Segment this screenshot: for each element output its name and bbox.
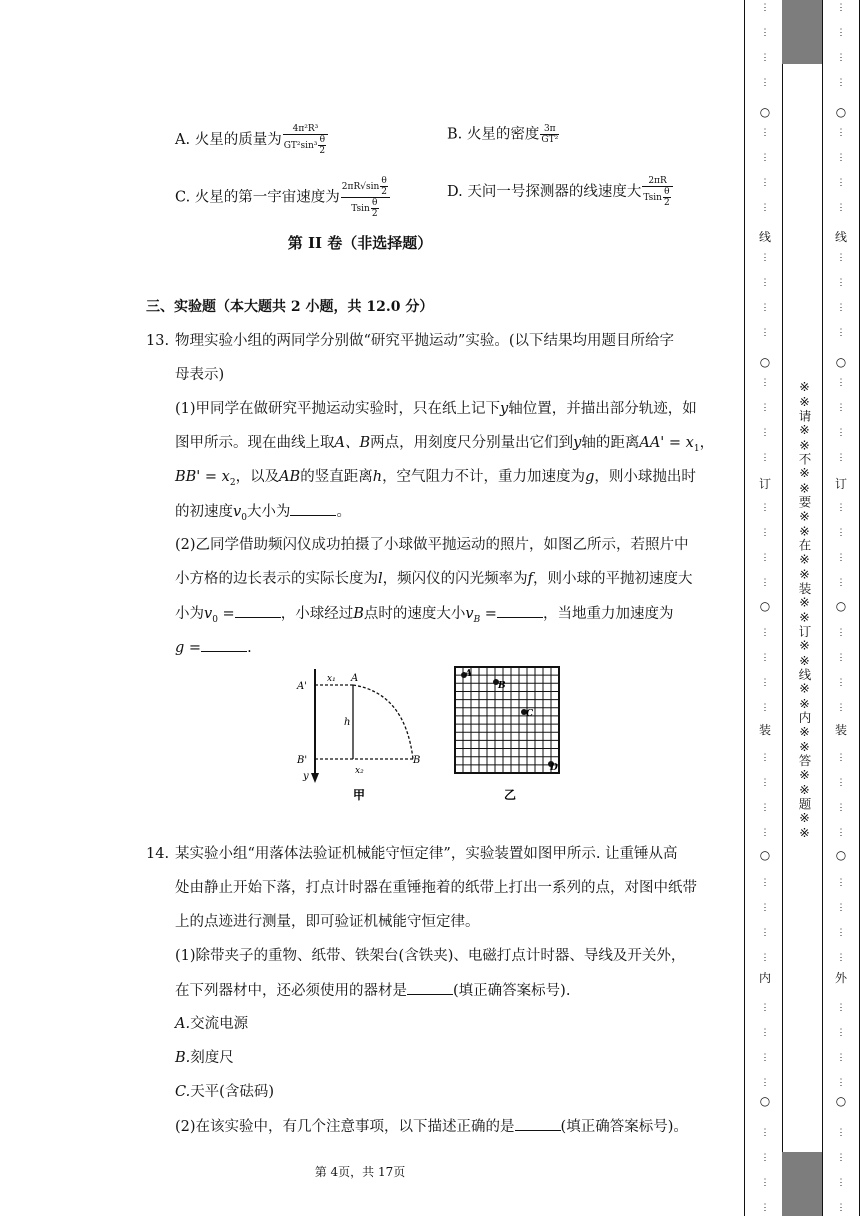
q13-line: $BB' = x_2$，以及AB的竖直距离h，空气阻力不计，重力加速度为g，则小球抛出时: [175, 469, 696, 488]
binding-dots: ⋮: [760, 703, 770, 713]
q13-line: 小为$v_0$ = ，小球经过B点时的速度大小$v_B$ = ，当地重力加速度为: [175, 603, 673, 630]
binding-dots: ⋮: [836, 28, 846, 38]
binding-dots: ⋮: [836, 703, 846, 713]
option-b: B. 火星的密度 $\frac{3\pi}{\text{GT²}}$: [447, 124, 559, 145]
binding-dots: ⋮: [760, 928, 770, 938]
q14-option-c: C.天平(含砝码): [175, 1084, 275, 1100]
binding-dots: ⋮: [836, 78, 846, 88]
answer-blank: [407, 980, 453, 995]
binding-dots: ⋮: [836, 178, 846, 188]
binding-dots: ⋮: [836, 828, 846, 838]
binding-dots: ⋮: [836, 128, 846, 138]
binding-dots: ⋮: [836, 928, 846, 938]
q14-number: 14.: [146, 846, 170, 862]
binding-dots: ⋮: [836, 1153, 846, 1163]
binding-dots: ⋮: [836, 53, 846, 63]
binding-gray-block: [782, 1152, 822, 1216]
binding-dots: ⋮: [836, 378, 846, 388]
q14-option-b: B.刻度尺: [175, 1050, 234, 1066]
binding-circle: ○: [759, 105, 771, 119]
binding-label: 线: [834, 230, 847, 244]
binding-dots: ⋮: [760, 553, 770, 563]
binding-label: 订: [758, 477, 771, 491]
binding-dots: ⋮: [760, 1203, 770, 1213]
q14-option-a: A.交流电源: [175, 1016, 249, 1032]
binding-dots: ⋮: [836, 3, 846, 13]
binding-dots: ⋮: [760, 278, 770, 288]
binding-dots: ⋮: [836, 778, 846, 788]
binding-dots: ⋮: [760, 653, 770, 663]
q14-line: 在下列器材中，还必须使用的器材是 (填正确答案标号).: [175, 980, 570, 1001]
q13-line: (1)甲同学在做研究平抛运动实验时，只在纸上记下y轴位置，并描出部分轨迹，如: [175, 401, 697, 417]
binding-dots: ⋮: [760, 203, 770, 213]
binding-dots: ⋮: [836, 428, 846, 438]
binding-warning: ※※请※※不※※要※※在※※装※※订※※线※※内※※答※※题※※: [797, 379, 812, 841]
label-a: A: [351, 673, 359, 684]
q14-line: 上的点迹进行测量，即可验证机械能守恒定律。: [175, 914, 480, 930]
binding-dots: ⋮: [760, 453, 770, 463]
binding-dots: ⋮: [760, 803, 770, 813]
binding-dots: ⋮: [836, 453, 846, 463]
binding-dots: ⋮: [760, 1128, 770, 1138]
q13-number: 13.: [146, 333, 170, 349]
option-a: A. 火星的质量为 4π²R³ GT²sin³ $\frac{\theta}{2}$: [175, 124, 329, 156]
label-b: B: [413, 755, 421, 766]
binding-circle: ○: [835, 355, 847, 369]
label-x1: x₁: [327, 674, 336, 684]
binding-label: 内: [758, 971, 771, 985]
q13-line: 小方格的边长表示的实际长度为l，频闪仪的闪光频率为f，则小球的平抛初速度大: [175, 571, 693, 587]
binding-circle: ○: [759, 1094, 771, 1108]
answer-blank: [201, 637, 247, 652]
page-footer: 第 4页，共 17页: [314, 1165, 406, 1179]
binding-dots: ⋮: [836, 878, 846, 888]
binding-dots: ⋮: [836, 528, 846, 538]
binding-dots: ⋮: [836, 628, 846, 638]
q13-line: 物理实验小组的两同学分别做“研究平抛运动”实验。(以下结果均用题目所给字: [175, 333, 674, 349]
caption-yi: 乙: [504, 788, 517, 802]
q14-line: (2)在该实验中，有几个注意事项，以下描述正确的是 (填正确答案标号)。: [175, 1116, 688, 1137]
figure-yi: [450, 664, 565, 806]
binding-circle: ○: [759, 848, 771, 862]
q14-line: (1)除带夹子的重物、纸带、铁架台(含铁夹)、电磁打点计时器、导线及开关外，: [175, 948, 686, 964]
binding-dots: ⋮: [760, 128, 770, 138]
label-b: B: [498, 681, 506, 691]
binding-column-inner: [746, 0, 784, 1216]
binding-dots: ⋮: [836, 278, 846, 288]
answer-blank: [235, 603, 281, 618]
q13-line: g = .: [175, 637, 252, 658]
binding-dots: ⋮: [760, 428, 770, 438]
binding-dots: ⋮: [760, 778, 770, 788]
binding-dots: ⋮: [760, 903, 770, 913]
binding-dots: ⋮: [760, 153, 770, 163]
binding-dots: ⋮: [760, 178, 770, 188]
label-x2: x₂: [355, 766, 364, 776]
q13-line: 的初速度$v_0$大小为 。: [175, 501, 351, 528]
binding-dots: ⋮: [836, 953, 846, 963]
binding-dots: ⋮: [760, 78, 770, 88]
option-d: D. 天问一号探测器的线速度大 2πR Tsin $\frac{\theta}{2}$: [447, 176, 674, 208]
binding-label: 订: [834, 477, 847, 491]
fraction: 2πR Tsin $\frac{\theta}{2}$: [642, 176, 672, 208]
binding-dots: ⋮: [836, 1053, 846, 1063]
q13-line: (2)乙同学借助频闪仪成功拍摄了小球做平抛运动的照片，如图乙所示，若照片中: [175, 537, 689, 553]
binding-circle: ○: [759, 599, 771, 613]
binding-dots: ⋮: [760, 1053, 770, 1063]
label-a-prime: A': [297, 681, 307, 692]
binding-circle: ○: [759, 355, 771, 369]
binding-dots: ⋮: [836, 753, 846, 763]
binding-label: 装: [758, 723, 771, 737]
binding-dots: ⋮: [836, 678, 846, 688]
answer-blank: [497, 603, 543, 618]
binding-dots: ⋮: [760, 378, 770, 388]
fraction: 2πR√sin $\frac{\theta}{2}$ Tsin $\frac{\theta}{2}$: [341, 176, 390, 219]
figure-jia: [295, 665, 435, 805]
binding-dots: ⋮: [760, 578, 770, 588]
binding-dots: ⋮: [836, 1003, 846, 1013]
binding-dots: ⋮: [760, 328, 770, 338]
binding-dots: ⋮: [836, 803, 846, 813]
binding-dots: ⋮: [836, 253, 846, 263]
binding-gray-block: [782, 0, 822, 64]
q13-line: 母表示): [175, 367, 225, 383]
binding-label: 外: [834, 971, 847, 985]
label-b-prime: B': [297, 755, 308, 766]
binding-dots: ⋮: [836, 553, 846, 563]
caption-jia: 甲: [353, 788, 366, 802]
binding-column-outer: [822, 0, 860, 1216]
binding-label: 装: [834, 723, 847, 737]
binding-dots: ⋮: [760, 528, 770, 538]
option-c: C. 火星的第一宇宙速度为 2πR√sin $\frac{\theta}{2}$ Tsin $\frac{\theta}{2}$: [175, 176, 391, 219]
part2-title: 第 II 卷（非选择题）: [287, 234, 433, 252]
label-h: h: [344, 717, 351, 728]
binding-border: [744, 0, 745, 1216]
binding-dots: ⋮: [760, 828, 770, 838]
label-c: C: [526, 709, 534, 719]
binding-dots: ⋮: [760, 303, 770, 313]
binding-circle: ○: [835, 105, 847, 119]
binding-circle: ○: [835, 1094, 847, 1108]
binding-dots: ⋮: [836, 1028, 846, 1038]
binding-dots: ⋮: [836, 303, 846, 313]
binding-dots: ⋮: [836, 578, 846, 588]
binding-dots: ⋮: [760, 1078, 770, 1088]
binding-dots: ⋮: [760, 878, 770, 888]
q14-line: 某实验小组“用落体法验证机械能守恒定律”，实验装置如图甲所示. 让重锤从高: [175, 846, 678, 862]
binding-dots: ⋮: [836, 203, 846, 213]
binding-dots: ⋮: [836, 1203, 846, 1213]
binding-dots: ⋮: [760, 953, 770, 963]
binding-dots: ⋮: [760, 503, 770, 513]
binding-dots: ⋮: [836, 153, 846, 163]
answer-blank: [290, 501, 336, 516]
binding-dots: ⋮: [760, 1153, 770, 1163]
binding-dots: ⋮: [760, 253, 770, 263]
binding-circle: ○: [835, 848, 847, 862]
answer-blank: [515, 1116, 561, 1131]
binding-dots: ⋮: [836, 1128, 846, 1138]
binding-dots: ⋮: [836, 1178, 846, 1188]
binding-dots: ⋮: [836, 653, 846, 663]
binding-dots: ⋮: [760, 753, 770, 763]
binding-dots: ⋮: [760, 3, 770, 13]
binding-dots: ⋮: [836, 328, 846, 338]
fraction: $\frac{3\pi}{\text{GT²}}$: [541, 124, 559, 145]
label-d: D: [550, 763, 558, 773]
binding-circle: ○: [835, 599, 847, 613]
label-y: y: [303, 771, 309, 782]
q13-line: 图甲所示。现在曲线上取A、B两点，用刻度尺分别量出它们到y轴的距离$AA' = x_1$，: [175, 435, 715, 454]
binding-dots: ⋮: [836, 903, 846, 913]
binding-dots: ⋮: [760, 1178, 770, 1188]
binding-dots: ⋮: [760, 628, 770, 638]
binding-dots: ⋮: [836, 403, 846, 413]
fraction: 4π²R³ GT²sin³ $\frac{\theta}{2}$: [283, 124, 328, 156]
q14-line: 处由静止开始下落，打点计时器在重锤拖着的纸带上打出一系列的点，对图中纸带: [175, 880, 697, 896]
binding-dots: ⋮: [760, 1028, 770, 1038]
binding-label: 线: [758, 230, 771, 244]
binding-dots: ⋮: [760, 53, 770, 63]
label-a: A: [465, 669, 472, 679]
binding-dots: ⋮: [760, 403, 770, 413]
binding-dots: ⋮: [760, 28, 770, 38]
binding-dots: ⋮: [836, 503, 846, 513]
binding-dots: ⋮: [760, 1003, 770, 1013]
section-heading: 三、实验题（本大题共 2 小题，共 12.0 分）: [146, 299, 434, 315]
binding-dots: ⋮: [760, 678, 770, 688]
binding-dots: ⋮: [836, 1078, 846, 1088]
